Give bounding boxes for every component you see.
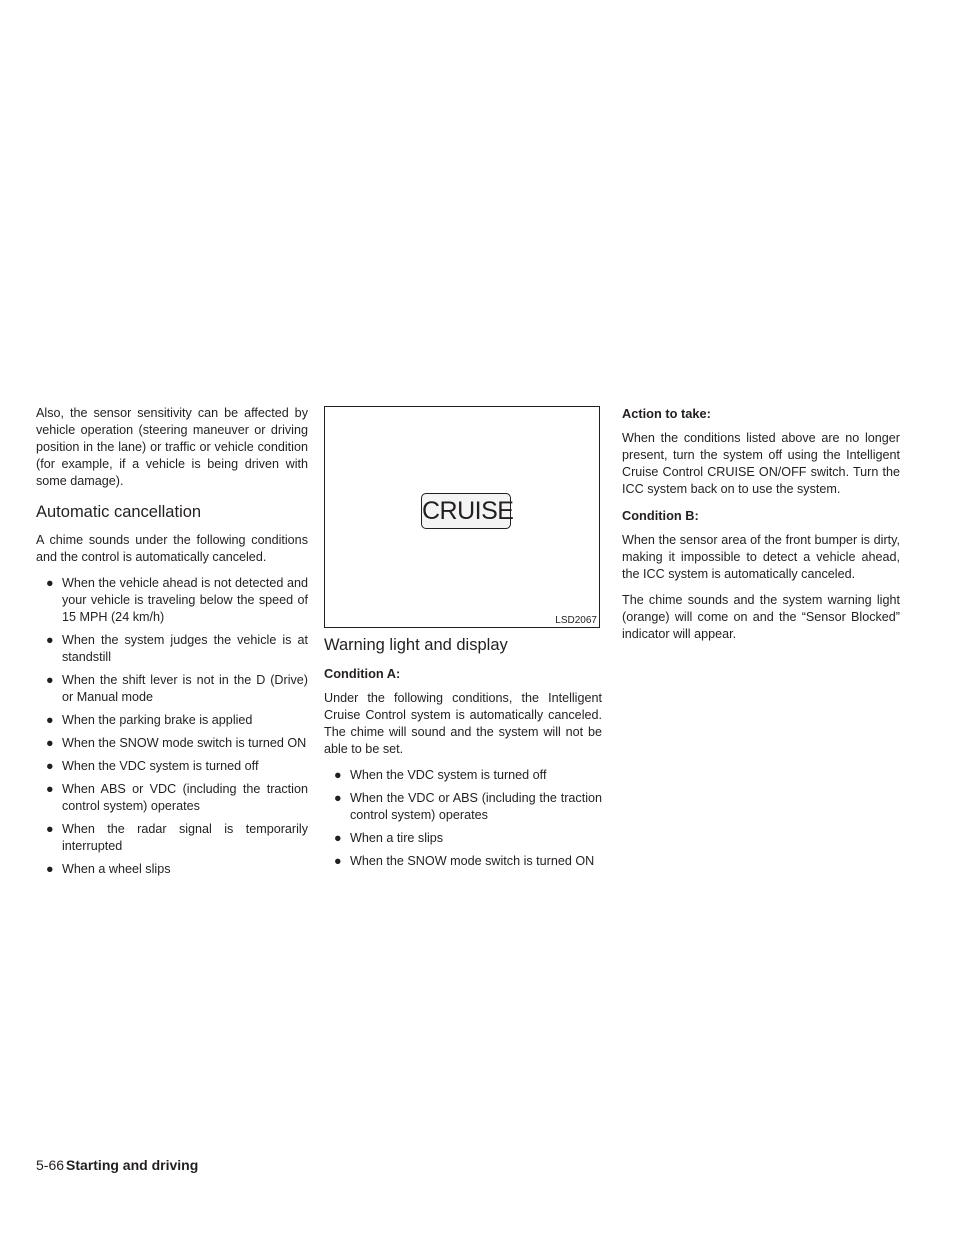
condition-a-list — [324, 767, 602, 870]
bullet-icon: ● — [334, 854, 342, 868]
list-item: ● When the radar signal is temporarily interrupted — [46, 822, 308, 853]
list-item: ● When a wheel slips — [46, 862, 171, 876]
bullet-icon: ● — [46, 862, 54, 876]
bullet-icon: ● — [46, 713, 54, 727]
warning-light-heading: Warning light and display — [324, 636, 508, 654]
middle-column — [324, 635, 602, 876]
cruise-indicator: CRUISE — [421, 493, 511, 529]
bullet-icon: ● — [46, 782, 54, 796]
bullet-icon: ● — [334, 791, 342, 805]
condition-a-paragraph: Under the following conditions, the Intelligent Cruise Control system is automatically canceled. The chime will sound and the system will not be able to be set. — [324, 691, 602, 756]
list-item: ● When the shift lever is not in the D (Drive) or Manual mode — [46, 673, 308, 704]
cancellation-list — [36, 575, 308, 878]
figure-code: LSD2067 — [555, 615, 597, 626]
bullet-icon: ● — [46, 736, 54, 750]
sensor-blocked-paragraph: The chime sounds and the system warning light (orange) will come on and the “Sensor Blocked” indicator will appear. — [622, 593, 900, 641]
list-item: ● When the SNOW mode switch is turned ON — [334, 854, 595, 868]
list-item: ● When ABS or VDC (including the traction control system) operates — [46, 782, 308, 813]
bullet-icon: ● — [334, 768, 342, 782]
list-item: ● When the VDC system is turned off — [46, 759, 259, 773]
cancellation-paragraph: A chime sounds under the following conditions and the control is automatically canceled. — [36, 533, 308, 564]
bullet-icon: ● — [46, 576, 54, 590]
condition-a-subheading: Condition A: — [324, 666, 401, 681]
condition-b-subheading: Condition B: — [622, 508, 699, 523]
page-footer — [36, 1156, 198, 1174]
page-number: 5-66 — [36, 1157, 65, 1173]
list-item: ● When the VDC system is turned off — [334, 768, 547, 782]
list-item: ● When a tire slips — [334, 831, 444, 845]
bullet-icon: ● — [334, 831, 342, 845]
list-item: ● When the VDC or ABS (including the traction control system) operates — [334, 791, 602, 822]
bullet-icon: ● — [46, 673, 54, 687]
left-column — [36, 405, 308, 884]
action-to-take-subheading: Action to take: — [622, 406, 711, 421]
bullet-icon: ● — [46, 759, 54, 773]
action-paragraph: When the conditions listed above are no longer present, turn the system off using the Intelligent Cruise Control CRUISE ON/OFF switch. Turn the ICC system back on to use the system. — [622, 431, 900, 496]
cruise-indicator-figure — [324, 406, 600, 628]
list-item: ● When the SNOW mode switch is turned ON — [46, 736, 307, 750]
condition-b-paragraph: When the sensor area of the front bumper is dirty, making it impossible to detect a vehicle ahead, the ICC system is automatically canceled. — [622, 533, 900, 581]
list-item: ● When the vehicle ahead is not detected and your vehicle is traveling below the speed of 15 MPH (24 km/h) — [46, 576, 308, 624]
intro-paragraph: Also, the sensor sensitivity can be affected by vehicle operation (steering maneuver or driving position in the lane) or traffic or vehicle condition (for example, if a vehicle is being driven with some damage). — [36, 406, 308, 488]
list-item: ● When the system judges the vehicle is at standstill — [46, 633, 308, 664]
bullet-icon: ● — [46, 633, 54, 647]
right-column — [622, 405, 900, 652]
list-item: ● When the parking brake is applied — [46, 713, 253, 727]
automatic-cancellation-heading: Automatic cancellation — [36, 503, 202, 521]
bullet-icon: ● — [46, 822, 54, 836]
section-title: Starting and driving — [66, 1157, 199, 1173]
